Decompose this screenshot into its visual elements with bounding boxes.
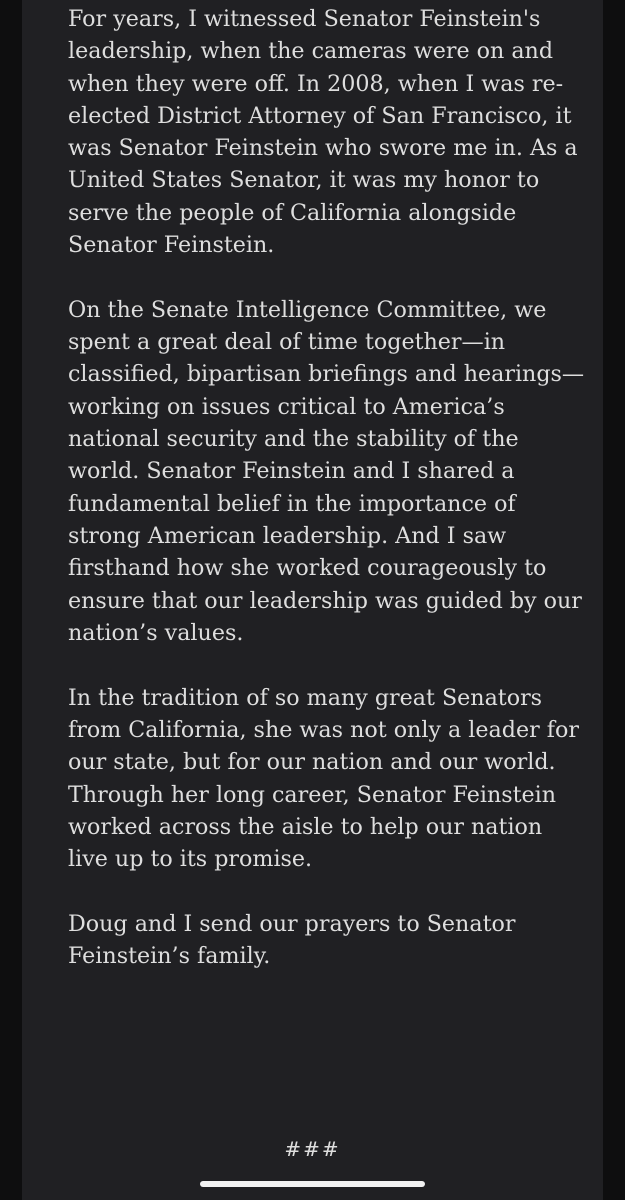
statement-page bbox=[22, 0, 603, 1200]
paragraph-1: For years, I witnessed Senator Feinstein's leadership, when the cameras were on and when they were off. In 2008, when I was re- elected District Attorney of San Francisco, it was Senator Feinstein who swore me in. As a United States Senator, it was my honor to serve the people of California alongside Senator Feinstein. bbox=[68, 6, 578, 259]
home-indicator-bar[interactable] bbox=[200, 1181, 425, 1187]
statement-body bbox=[68, 3, 588, 1005]
paragraph-2: On the Senate Intelligence Committee, we spent a great deal of time together—in classified, bipartisan briefings and hearings— working on issues critical to America’s national security and the stability of the world. Senator Feinstein and I shared a fundamental belief in the importance of strong American leadership. And I saw firsthand how she worked courageously to ensure that our leadership was guided by our nation’s values. bbox=[68, 296, 585, 646]
end-marker: ### bbox=[284, 1137, 341, 1161]
paragraph-3: In the tradition of so many great Senators from California, she was not only a leader for our state, but for our nation and our world. Through her long career, Senator Feinstein worked across the aisle to help our nation live up to its promise. bbox=[68, 684, 579, 873]
right-margin bbox=[603, 0, 625, 1200]
paragraph-4: Doug and I send our prayers to Senator Feinstein’s family. bbox=[68, 910, 516, 970]
left-margin bbox=[0, 0, 22, 1200]
